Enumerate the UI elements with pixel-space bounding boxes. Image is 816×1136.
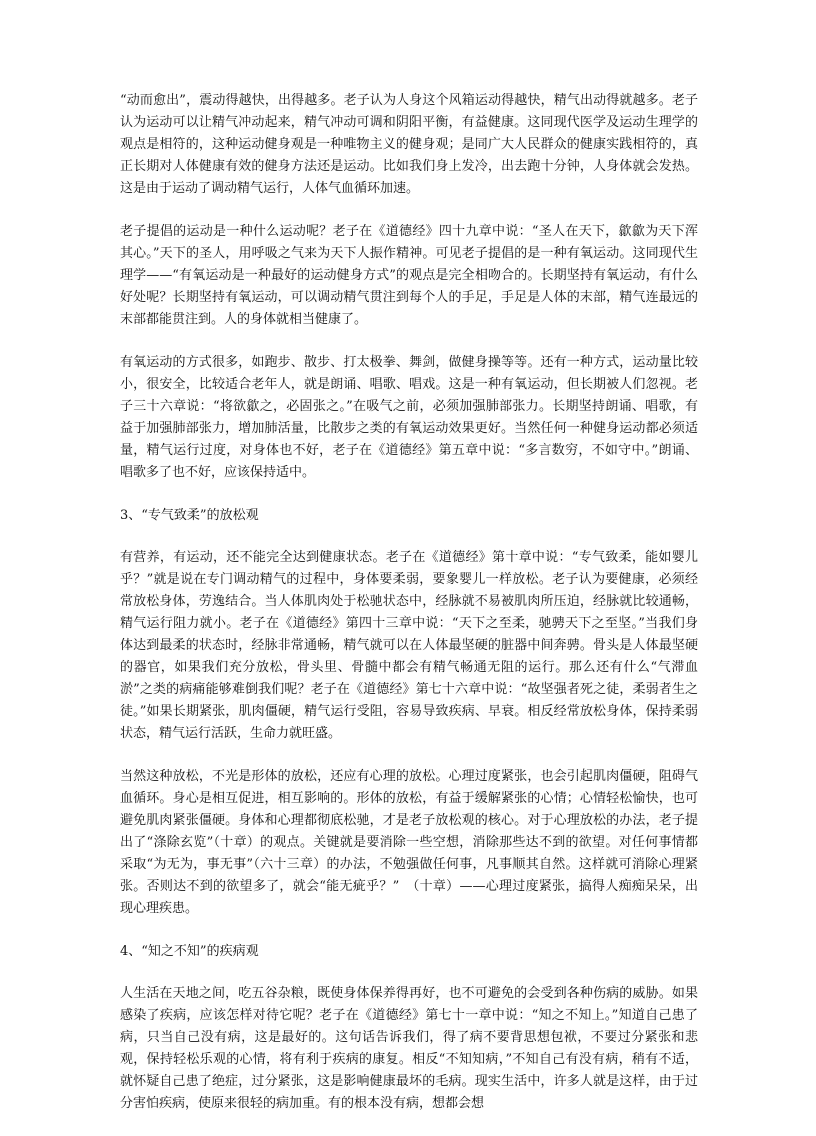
- section-heading-illness: 4、“知之不知”的疾病观: [120, 944, 259, 959]
- paragraph-aerobic-methods: 有氧运动的方式很多，如跑步、散步、打太极拳、舞剑，做健身操等等。还有一种方式，运动量比较小，很安全，比较适合老年人，就是朗诵、唱歌、唱戏。这是一种有氧运动，但长期被人们忽视。老子三十六章说：“将欲歙之，必固张之。”在吸气之前，必须加强肺部张力。长期坚持朗诵、唱歌，有益于加强肺部张力，增加肺活量，比散步之类的有氧运动效果更好。当然任何一种健身运动都必须适量，精气运行过度，对身体也不好，老子在《道德经》第五章中说：“多言数穷，不如守中。”朗诵、唱歌多了也不好，应该保持适中。: [120, 355, 698, 480]
- paragraph-mind-relaxation: 当然这种放松，不光是形体的放松，还应有心理的放松。心理过度紧张，也会引起肌肉僵硬，阻碍气血循环。身心是相互促进，相互影响的。形体的放松，有益于缓解紧张的心情；心情轻松愉快，也可避免肌肉紧张僵硬。身体和心理都彻底松驰，才是老子放松观的核心。对于心理放松的办法，老子提出了“涤除玄览”（十章）的观点。关键就是要消除一些空想，消除那些达不到的欲望。对任何事情都采取“为无为，事无事”（六十三章）的办法，不勉强做任何事，凡事顺其自然。这样就可消除心理紧张。否则达不到的欲望多了，就会“能无疵乎？” （十章）——心理过度紧张，搞得人痴痴呆呆，出现心理疾患。: [120, 769, 698, 916]
- section-heading-relaxation: 3、“专气致柔”的放松观: [120, 508, 259, 523]
- document-page: [120, 90, 698, 1136]
- paragraph-aerobic-exercise: 老子提倡的运动是一种什么运动呢？老子在《道德经》四十九章中说：“圣人在天下，歙歙为天下浑其心。”天下的圣人，用呼吸之气来为天下人振作精神。可见老子提倡的是一种有氧运动。这同现代生理学——“有氧运动是一种最好的运动健身方式”的观点是完全相吻合的。长期坚持有氧运动，有什么好处呢？长期坚持有氧运动，可以调动精气贯注到每个人的手足，手足是人体的末部，精气连最远的末部都能贯注到。人的身体就相当健康了。: [120, 224, 698, 327]
- paragraph-body-relaxation: 有营养，有运动，还不能完全达到健康状态。老子在《道德经》第十章中说：“专气致柔，能如婴儿乎？”就是说在专门调动精气的过程中，身体要柔弱，要象婴儿一样放松。老子认为要健康，必须经常放松身体，劳逸结合。当人体肌肉处于松驰状态中，经脉就不易被肌肉所压迫，经脉就比较通畅，精气运行阻力就小。老子在《道德经》第四十三章中说：“天下之至柔，驰骋天下之至坚。”当我们身体达到最柔的状态时，经脉非常通畅，精气就可以在人体最坚硬的脏器中间奔骋。骨头是人体最坚硬的器官，如果我们充分放松，骨头里、骨髓中都会有精气畅通无阻的运行。那么还有什么“气滞血淤”之类的病痛能够难倒我们呢？老子在《道德经》第七十六章中说：“故坚强者死之徒，柔弱者生之徒。”如果长期紧张，肌肉僵硬，精气运行受阻，容易导致疾病、早衰。相反经常放松身体，保持柔弱状态，精气运行活跃，生命力就旺盛。: [120, 550, 698, 741]
- paragraph-exercise-intro: “动而愈出”，震动得越快，出得越多。老子认为人身这个风箱运动得越快，精气出动得就越多。老子认为运动可以让精气冲动起来，精气冲动可调和阴阳平衡，有益健康。这同现代医学及运动生理学的观点是相符的，这种运动健身观是一种唯物主义的健身观；是同广大人民群众的健康实践相符的，真正长期对人体健康有效的健身方法还是运动。比如我们身上发冷，出去跑十分钟，人身体就会发热。这是由于运动了调动精气运行，人体气血循环加速。: [120, 93, 698, 196]
- paragraph-illness-attitude: 人生活在天地之间，吃五谷杂粮，既使身体保养得再好，也不可避免的会受到各种伤病的威胁。如果感染了疾病，应该怎样对待它呢？老子在《道德经》第七十一章中说：“知之不知上。”知道自己患了病，只当自己没有病，这是最好的。这句话告诉我们，得了病不要背思想包袱，不要过分紧张和悲观，保持轻松乐观的心情，将有利于疾病的康复。相反“不知知病，”不知自己有没有病，稍有不适，就怀疑自己患了绝症，过分紧张，这是影响健康最坏的毛病。现实生活中，许多人就是这样，由于过分害怕疾病，使原来很轻的病加重。有的根本没有病，想都会想: [120, 986, 698, 1111]
